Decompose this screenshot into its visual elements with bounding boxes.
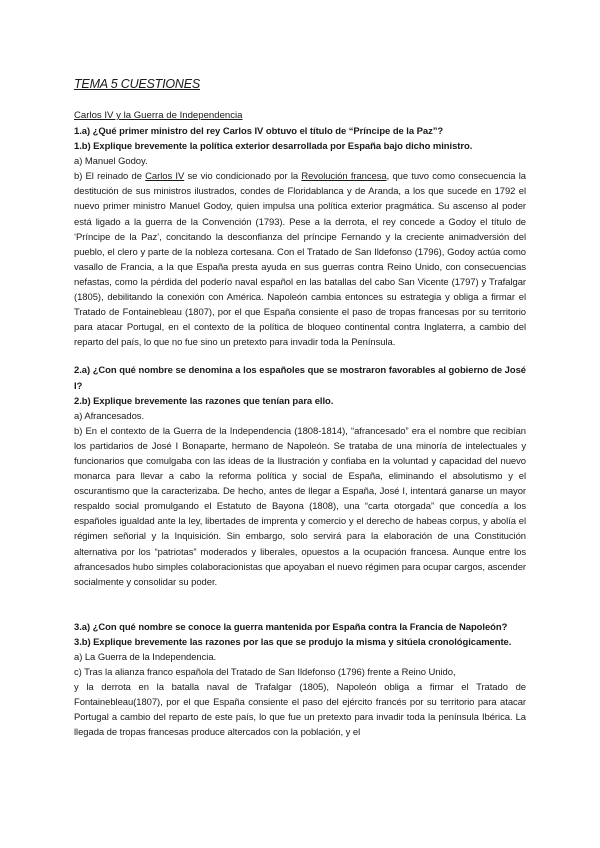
link-revolucion-francesa[interactable]: Revolución francesa	[301, 171, 387, 183]
document-body	[74, 124, 526, 741]
answer-3c-line1: c) Tras la alianza franco española del Tratado de San Ildefonso (1796) frente a Reino Unido,	[74, 667, 456, 679]
answer-2a: a) Afrancesados.	[74, 410, 145, 422]
question-2b: 2.b) Explique brevemente las razones que tenían para ello.	[74, 395, 334, 407]
question-1a: 1.a) ¿Qué primer ministro del rey Carlos IV obtuvo el título de “Príncipe de la Paz”?	[74, 126, 444, 137]
answer-1b	[74, 169, 526, 350]
answer-1b-text: , que tuvo como consecuencia la destitución de sus ministros ilustrados, condes de Floridablanca y de Aranda, a los que sucede en 1792 el nuevo primer ministro Manuel Godoy, quien impulsa una política exterior pragmática. Su ascenso al poder está ligado a la guerra de la Convención (1793). Pese a la derrota, el rey concede a Godoy el título de ‘Príncipe de la Paz’, concitando la desconfianza del príncipe Fernando y la creciente animadversión del pueblo, el clero y parte de la nobleza cortesana. Con el Tratado de San Ildefonso (1796), Godoy actúa como vasallo de Francia, a la que España presta ayuda en sus guerras contra Reino Unido, con consecuencias nefastas, como la pérdida del poderío naval español en las batallas del cabo San Vicente (1797) y Trafalgar (1805), debilitando la conexión con América. Napoleón cambia entonces su estrategia y obliga a firmar el Tratado de Fontainebleau (1807), por el que España consiente el paso de tropas francesas por su territorio para atacar Portugal, en el contexto de la política de bloqueo continental contra Inglaterra, a cambio del reparto del país, lo que no fue sino un pretexto para invadir toda la Península.	[74, 171, 526, 349]
answer-2b: b) En el contexto de la Guerra de la Independencia (1808-1814), “afrancesado” era el nombre que recibían los partidarios de José I Bonaparte, hermano de Napoleón. Se trataba de una minoría de intelectuales y funcionarios que comulgaba con las ideas de la Ilustración y confiaba en la voluntad y capacidad del nuevo monarca para llevar a cabo la reforma política y social de España, eliminando el absolutismo y el oscurantismo que la caracterizaba. De hecho, antes de llegar a España, José I, intentará ganarse un mayor respaldo social promulgando el Estatuto de Bayona (1808), una “carta otorgada” que concedía a los españoles igualdad ante la ley, libertades de imprenta y comercio y el derecho de habeas corpus, y abolía el régimen señorial y la Inquisición. Sin embargo, solo servirá para la elaboración de una Constitución alternativa por los “patriotas” moderados y liberales, opuestos a la ocupación francesa. Aunque entre los afrancesados hubo simples colaboracionistas que apoyaban el nuevo régimen para ocupar cargos, ascender socialmente y consolidar su poder.	[74, 425, 526, 588]
question-2a: 2.a) ¿Con qué nombre se denomina a los españoles que se mostraron favorables al gobierno de José I?	[74, 365, 526, 392]
answer-1b-middle: se vio condicionado por la	[184, 171, 302, 183]
answer-1a: a) Manuel Godoy.	[74, 156, 148, 168]
page-title: TEMA 5 CUESTIONES	[74, 77, 201, 91]
link-carlos-iv[interactable]: Carlos IV	[145, 171, 185, 183]
question-1b: 1.b) Explique brevemente la política exterior desarrollada por España bajo dicho ministro.	[74, 141, 473, 153]
question-3b: 3.b) Explique brevemente las razones por las que se produjo la misma y sitúela cronológicamente.	[74, 636, 512, 648]
question-3a: 3.a) ¿Con qué nombre se conoce la guerra mantenida por España contra la Francia de Napoleón?	[74, 621, 508, 633]
answer-1b-intro: b) El reinado de	[74, 171, 146, 183]
answer-3a: a) La Guerra de la Independencia.	[74, 652, 217, 663]
section-title: Carlos IV y la Guerra de Independencia	[74, 110, 243, 121]
answer-3c-text: y la derrota en la batalla naval de Trafalgar (1805), Napoleón obliga a firmar el Tratado de Fontainebleau(1807), por el que España consiente el paso del ejército francés por su territorio para atacar Portugal a cambio del reparto de este país, lo que fue un pretexto para invadir toda la península Ibérica. La llegada de tropas francesas produce altercados con la población, y el	[74, 682, 526, 739]
